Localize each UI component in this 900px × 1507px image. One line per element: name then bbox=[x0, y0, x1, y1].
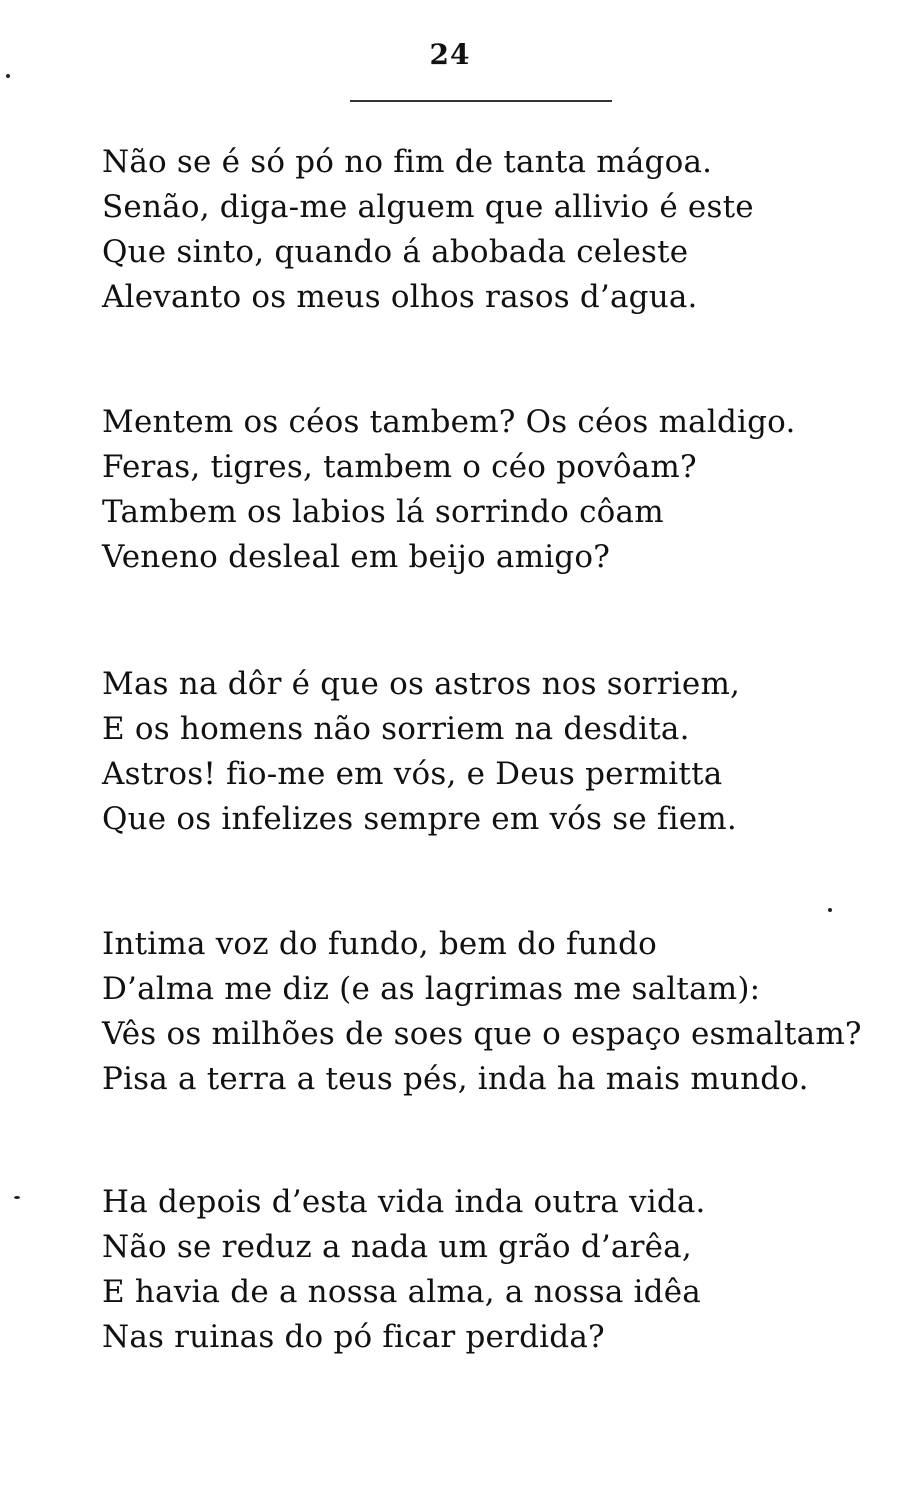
stanza-4 bbox=[102, 922, 862, 1102]
verse-line: Pisa a terra a teus pés, inda ha mais mundo. bbox=[102, 1061, 809, 1097]
verse-line: Veneno desleal em beijo amigo? bbox=[102, 539, 611, 575]
verse-line: Feras, tigres, tambem o céo povôam? bbox=[102, 449, 697, 485]
stanza-5 bbox=[102, 1180, 862, 1360]
verse-line: Mas na dôr é que os astros nos sorriem, bbox=[102, 666, 741, 702]
verse-line: Que sinto, quando á abobada celeste bbox=[102, 234, 689, 270]
verse-line: Astros! fio-me em vós, e Deus permitta bbox=[102, 756, 723, 792]
verse-line: Tambem os labios lá sorrindo côam bbox=[102, 494, 664, 530]
verse-line: Intima voz do fundo, bem do fundo bbox=[102, 926, 657, 962]
verse-line: Que os infelizes sempre em vós se fiem. bbox=[102, 801, 737, 837]
stanza-3 bbox=[102, 662, 862, 842]
scan-speck bbox=[14, 1196, 20, 1199]
page-number: 24 bbox=[429, 38, 471, 71]
stanza-2 bbox=[102, 400, 862, 580]
verse-line: Nas ruinas do pó ficar perdida? bbox=[102, 1319, 605, 1355]
verse-line: Vês os milhões de soes que o espaço esmaltam? bbox=[102, 1016, 862, 1052]
verse-line: Não se reduz a nada um grão d’arêa, bbox=[102, 1229, 692, 1265]
verse-line: E havia de a nossa alma, a nossa idêa bbox=[102, 1274, 701, 1310]
verse-line: Ha depois d’esta vida inda outra vida. bbox=[102, 1184, 706, 1220]
verse-line: E os homens não sorriem na desdita. bbox=[102, 711, 690, 747]
scan-speck bbox=[6, 74, 10, 78]
verse-line: Não se é só pó no fim de tanta mágoa. bbox=[102, 144, 713, 180]
verse-line: D’alma me diz (e as lagrimas me saltam): bbox=[102, 971, 761, 1007]
verse-line: Mentem os céos tambem? Os céos maldigo. bbox=[102, 404, 796, 440]
scan-speck bbox=[828, 908, 832, 912]
verse-line: Alevanto os meus olhos rasos d’agua. bbox=[102, 279, 698, 315]
header-rule bbox=[350, 100, 612, 102]
stanza-1 bbox=[102, 140, 862, 320]
verse-line: Senão, diga-me alguem que allivio é este bbox=[102, 189, 754, 225]
